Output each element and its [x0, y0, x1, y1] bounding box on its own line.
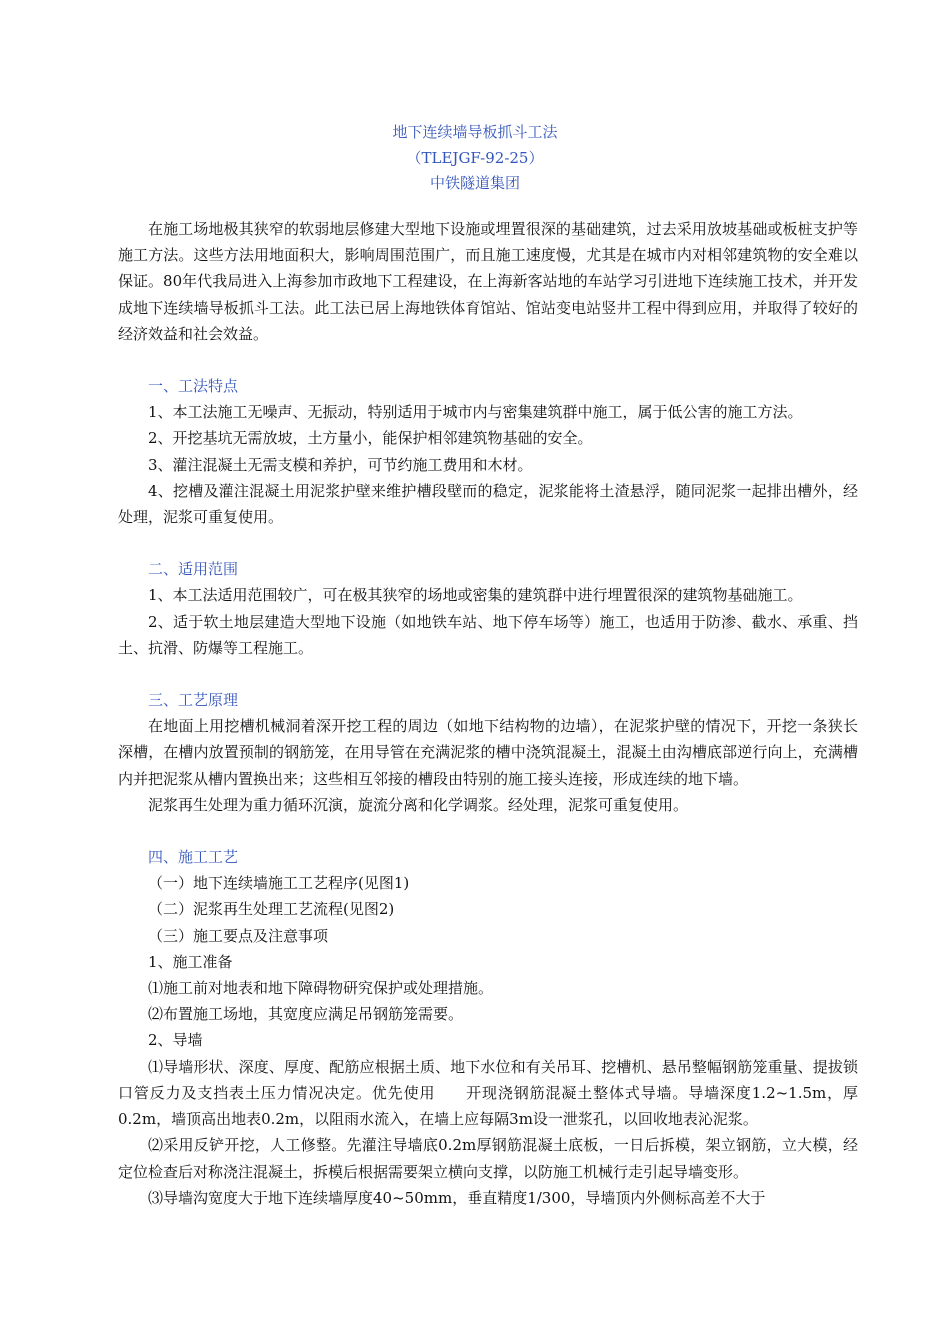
process-item: ⑵采用反铲开挖，人工修整。先灌注导墙底0.2m厚钢筋混凝土底板，一日后拆模，架立钢筋，立大模，经定位检查后对称浇注混凝土，拆模后根据需要架立横向支撑，以防施工机械行走引起导墙变形。: [118, 1136, 858, 1181]
principle-paragraph: 泥浆再生处理为重力循环沉演，旋流分离和化学调浆。经处理，泥浆可重复使用。: [148, 795, 689, 814]
section-heading-process: 四、施工工艺: [148, 848, 239, 867]
scope-item: 2、适于软土地层建造大型地下设施（如地铁车站、地下停车场等）施工，也适用于防渗、截水、承重、挡土、抗滑、防爆等工程施工。: [118, 612, 858, 657]
process-item-title: 2、导墙: [148, 1031, 203, 1050]
wall-text-part-a: ⑴导墙形状、深度、厚度、配筋应根据土质、地下水位和有关吊耳、挖槽机、悬吊整幅钢筋笼重量、提拔锁口管反力及支挡表土压力情况决定。优先使用: [118, 1057, 858, 1102]
document-code: （TLEJGF-92-25）: [406, 149, 544, 167]
wall-text-part-b: 开现浇钢筋混凝土整体式导墙。导墙深度1.2~1.5m，厚0.2m，墙顶高出地表0.2m，以阻雨水流入，在墙上应每隔3m设一泄浆孔，以回收地表沁泥浆。: [118, 1083, 858, 1129]
document-body: [118, 216, 858, 1211]
feature-item: 1、本工法施工无噪声、无振动，特别适用于城市内与密集建筑群中施工，属于低公害的施工方法。: [148, 403, 803, 422]
principle-paragraph: 在地面上用挖槽机械洞着深开挖工程的周边（如地下结构物的边墙），在泥浆护壁的情况下，开挖一条狭长深槽，在槽内放置预制的钢筋笼，在用导管在充满泥浆的槽中浇筑混凝土，混凝土由沟槽底部逆行向上，充满槽内并把泥浆从槽内置换出来；这些相互邻接的槽段由特别的施工接头连接，形成连续的地下墙。: [118, 717, 858, 788]
section-heading-principle: 三、工艺原理: [148, 691, 239, 710]
process-item: ⑶导墙沟宽度大于地下连续墙厚度40~50mm，垂直精度1/300，导墙顶内外侧标高差不大于: [148, 1188, 766, 1207]
process-subheading: （一）地下连续墙施工工艺程序(见图1): [148, 874, 410, 893]
scope-item: 1、本工法适用范围较广，可在极其狭窄的场地或密集的建筑群中进行埋置很深的建筑物基础施工。: [148, 586, 803, 605]
process-item-title: 1、施工准备: [148, 952, 233, 971]
process-subheading: （二）泥浆再生处理工艺流程(见图2): [148, 900, 395, 919]
section-heading-scope: 二、适用范围: [148, 560, 239, 579]
process-subheading: （三）施工要点及注意事项: [148, 926, 329, 945]
feature-item: 2、开挖基坑无需放坡，土方量小，能保护相邻建筑物基础的安全。: [148, 429, 593, 448]
document-organization: 中铁隧道集团: [429, 174, 520, 192]
document-title: 地下连续墙导板抓斗工法: [392, 123, 558, 141]
process-item: [118, 1054, 858, 1133]
process-item: ⑴施工前对地表和地下障碍物研究保护或处理措施。: [148, 979, 494, 998]
section-heading-features: 一、工法特点: [148, 377, 239, 396]
feature-item: 3、灌注混凝土无需支模和养护，可节约施工费用和木材。: [148, 455, 533, 474]
intro-paragraph: 在施工场地极其狭窄的软弱地层修建大型地下设施或埋置很深的基础建筑，过去采用放坡基础或板桩支护等施工方法。这些方法用地面积大，影响周围范围广，而且施工速度慢，尤其是在城市内对相邻建筑物的安全难以保证。80年代我局进入上海参加市政地下工程建设，在上海新客站地的车站学习引进地下连续施工技术，并开发成地下连续墙导板抓斗工法。此工法已居上海地铁体育馆站、馆站变电站竖井工程中得到应用，并取得了较好的经济效益和社会效益。: [118, 220, 858, 343]
feature-item: 4、挖槽及灌注混凝土用泥浆护壁来维护槽段壁而的稳定，泥浆能将土渣悬浮，随同泥浆一起排出槽外，经处理，泥浆可重复使用。: [118, 481, 858, 527]
process-item: ⑵布置施工场地，其宽度应满足吊钢筋笼需要。: [148, 1005, 464, 1024]
